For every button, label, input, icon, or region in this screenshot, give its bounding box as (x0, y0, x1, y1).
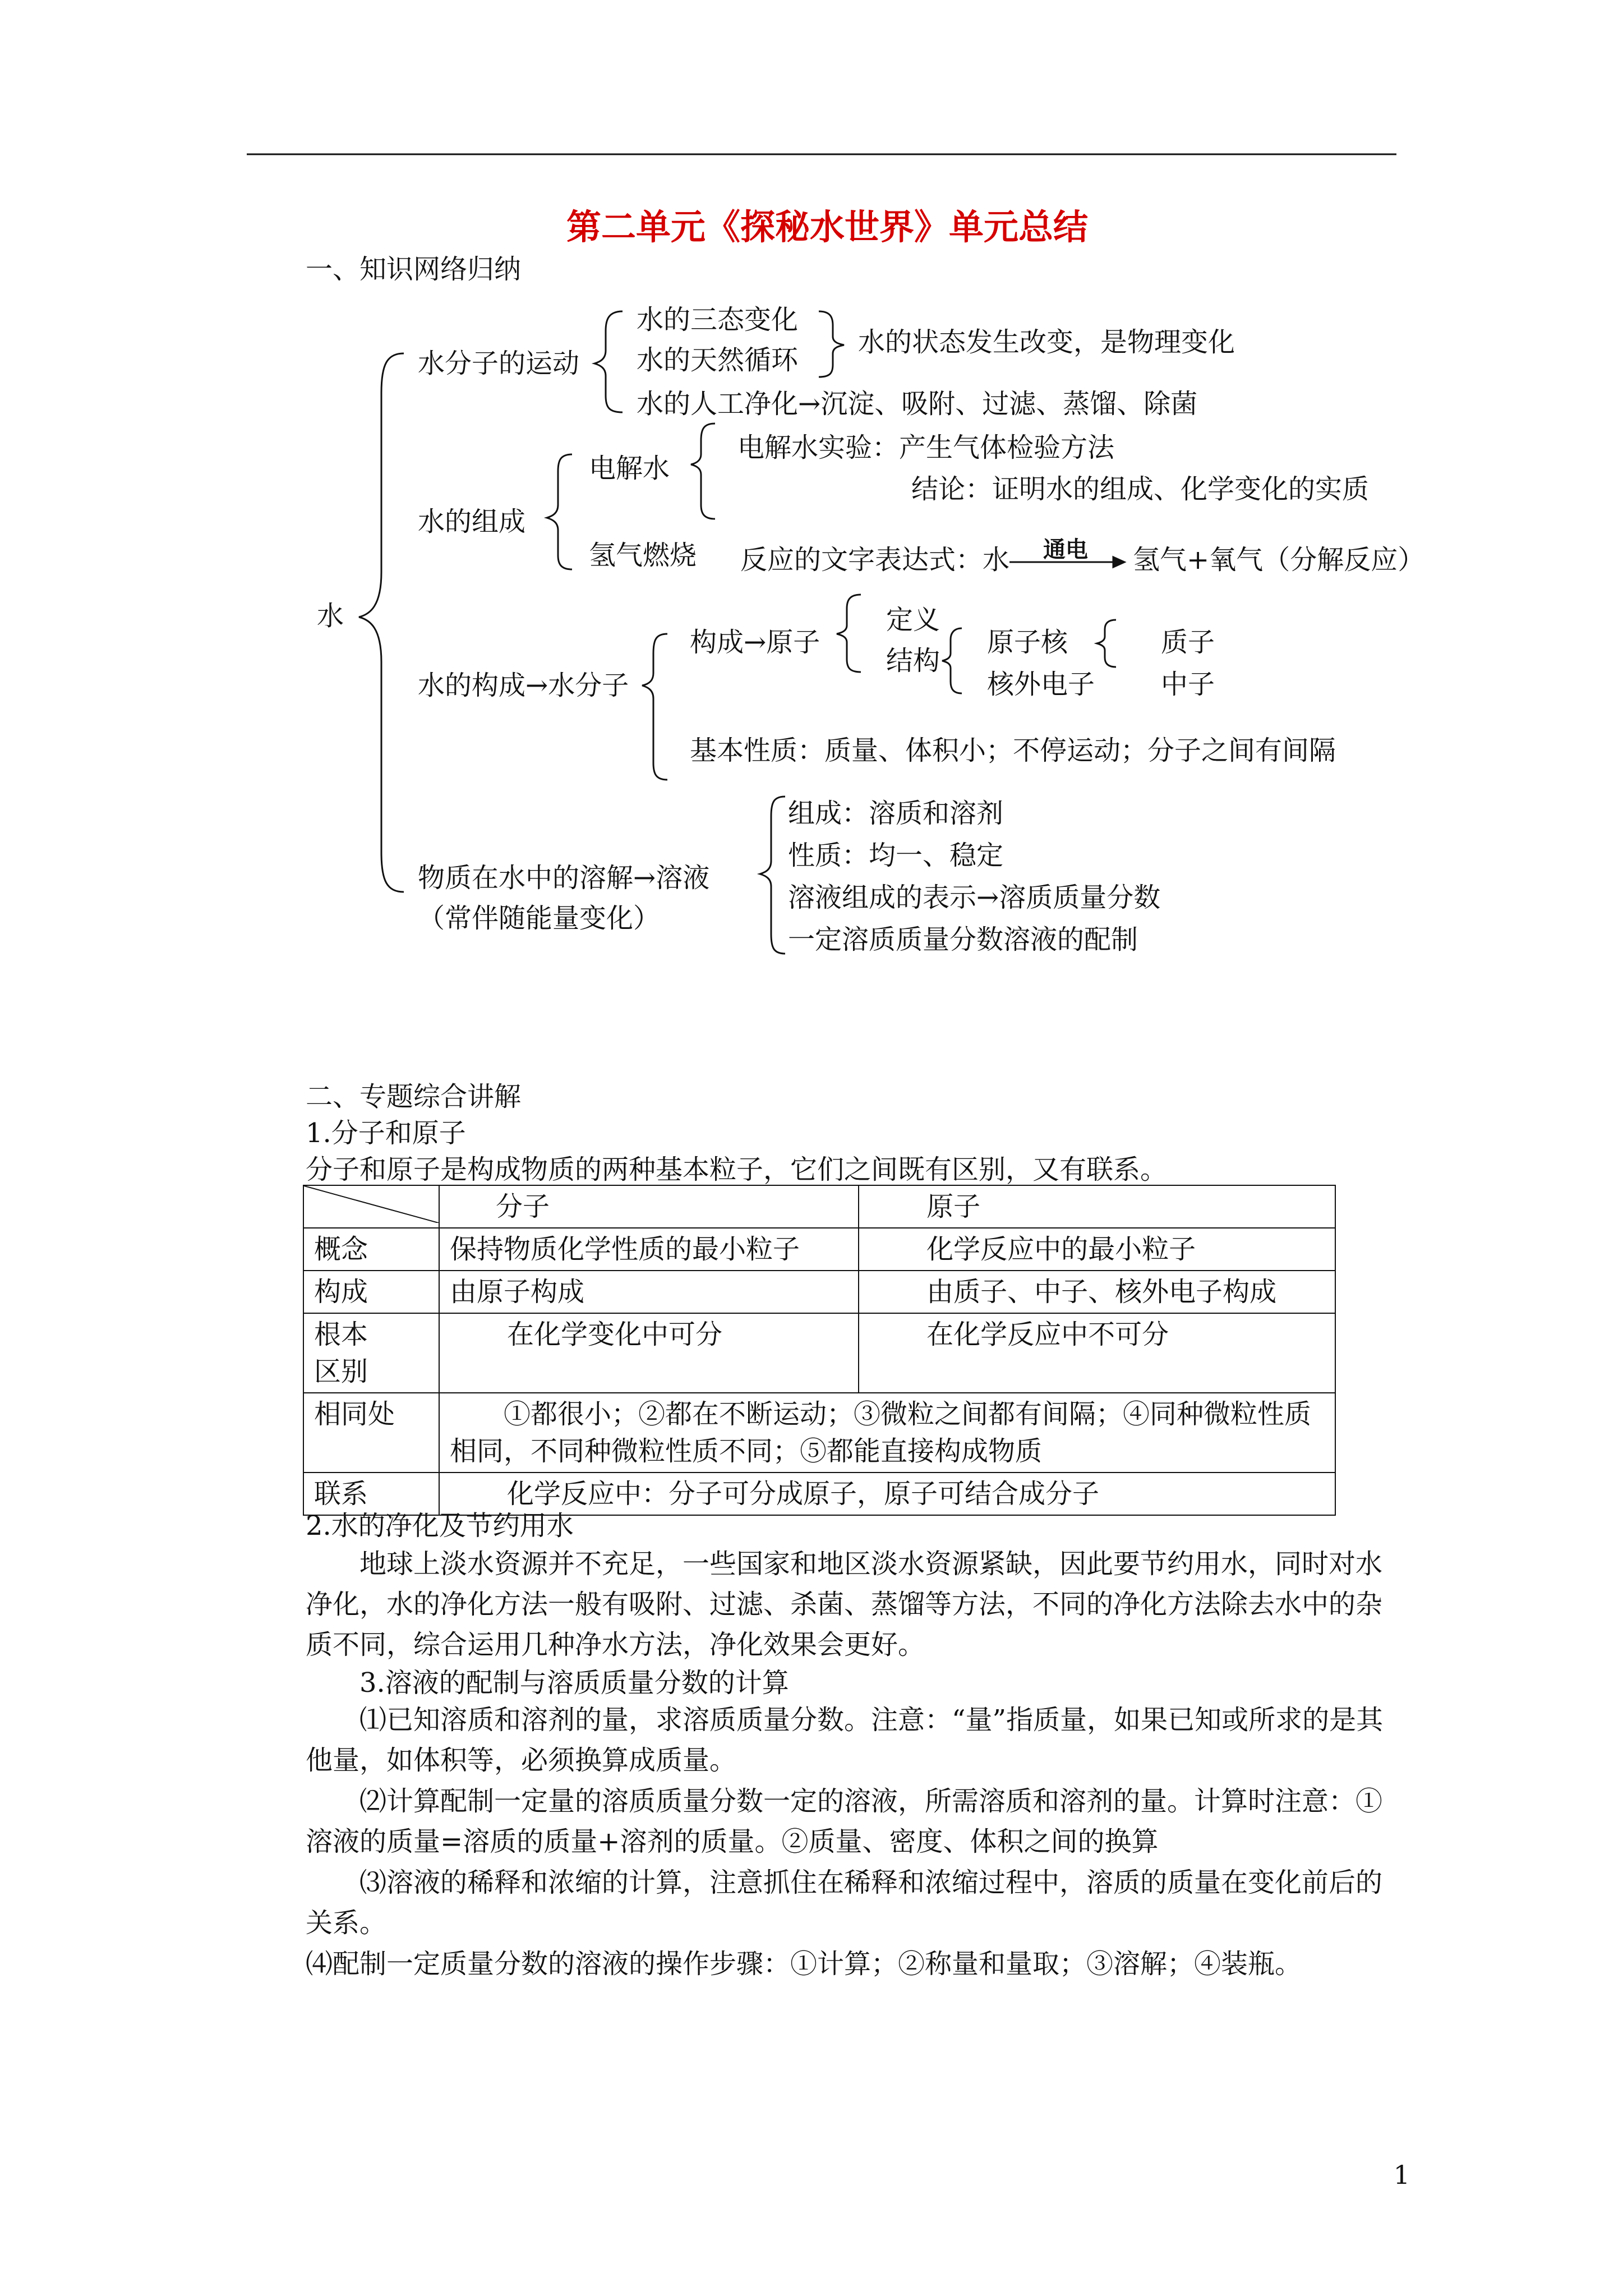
row-header-line2: 区别 (314, 1356, 368, 1387)
composition-conclusion: 结论：证明水的组成、化学变化的实质 (911, 473, 1370, 505)
atom-nucleus: 原子核 (987, 627, 1068, 658)
brace-motion (594, 311, 623, 412)
table-col-atom: 原子 (859, 1185, 1335, 1228)
topic3-item1: ⑴已知溶质和溶剂的量，求溶质质量分数。注意：“量”指质量，如果已知或所求的是其他量，如体积等，必须换算成质量。 (306, 1704, 1384, 1776)
brace-solution (760, 797, 785, 954)
solution-composition: 组成：溶质和溶剂 (788, 798, 1004, 829)
branch-solution-note: （常伴随能量变化） (418, 903, 661, 934)
reaction-condition: 通电 (1043, 536, 1088, 563)
cell-common: ①都很小；②都在不断运动；③微粒之间都有间隔；④同种微粒性质相同，不同种微粒性质不同；⑤都能直接构成物质 (439, 1393, 1335, 1473)
root-brace (359, 353, 404, 892)
table-row (303, 1393, 1335, 1473)
composition-burning: 氢气燃烧 (589, 540, 697, 571)
topic3-item4: ⑷配制一定质量分数的溶液的操作步骤：①计算；②称量和量取；③溶解；④装瓶。 (306, 1948, 1302, 1980)
table-row (303, 1313, 1335, 1393)
root-water: 水 (317, 600, 344, 632)
solution-property: 性质：均一、稳定 (788, 840, 1004, 871)
section1-heading: 一、知识网络归纳 (306, 254, 522, 285)
cell-atom: 在化学反应中不可分 (859, 1313, 1335, 1393)
topic1-title: 1.分子和原子 (306, 1117, 466, 1149)
diagonal-line (304, 1186, 439, 1223)
reaction-equation-right: 氢气+氧气（分解反应） (1133, 544, 1425, 576)
cell-atom: 由质子、中子、核外电子构成 (859, 1271, 1335, 1313)
topic3-title: 3.溶液的配制与溶质质量分数的计算 (359, 1667, 789, 1699)
topic3-item3: ⑶溶液的稀释和浓缩的计算，注意抓住在稀释和浓缩过程中，溶质的质量在变化前后的关系。 (306, 1867, 1383, 1939)
structure-atom: 构成→原子 (690, 627, 820, 658)
solution-preparation: 一定溶质质量分数溶液的配制 (788, 924, 1138, 955)
brace-nucleus (1097, 620, 1116, 667)
motion-cycle: 水的天然循环 (637, 344, 799, 376)
cell-molecule: 由原子构成 (439, 1271, 859, 1313)
page-number: 1 (1393, 2160, 1410, 2190)
atom-electron: 核外电子 (987, 669, 1095, 700)
topic3-item2: ⑵计算配制一定量的溶质质量分数一定的溶液，所需溶质和溶剂的量。计算时注意：①溶液的质量=溶质的质量+溶剂的质量。②质量、密度、体积之间的换算 (306, 1786, 1383, 1857)
atom-structure: 结构 (886, 645, 940, 677)
composition-experiment: 电解水实验：产生气体检验方法 (737, 432, 1115, 463)
solution-expression: 溶液组成的表示→溶质质量分数 (788, 882, 1161, 913)
branch-composition: 水的组成 (418, 506, 526, 537)
cell-molecule: 保持物质化学性质的最小粒子 (439, 1228, 859, 1271)
brace-molecule (642, 634, 667, 780)
section2-heading: 二、专题综合讲解 (306, 1081, 522, 1112)
topic2-paragraph: 地球上淡水资源并不充足，一些国家和地区淡水资源紧缺，因此要节约用水，同时对水净化，水的净化方法一般有吸附、过滤、杀菌、蒸馏等方法，不同的净化方法除去水中的杂质不同，综合运用几种净水方法，净化效果会更好。 (306, 1548, 1383, 1660)
table-col-molecule: 分子 (439, 1185, 859, 1228)
motion-states: 水的三态变化 (637, 304, 799, 335)
row-header: 构成 (303, 1271, 439, 1313)
motion-purification: 水的人工净化→沉淀、吸附、过滤、蒸馏、除菌 (637, 388, 1198, 420)
topic2-title: 2.水的净化及节约用水 (306, 1510, 574, 1542)
cell-atom: 化学反应中的最小粒子 (859, 1228, 1335, 1271)
nucleus-neutron: 中子 (1161, 669, 1215, 700)
table-header-row (303, 1185, 1335, 1228)
reaction-arrow-head (1113, 557, 1124, 567)
page-title: 第二单元《探秘水世界》单元总结 (566, 206, 1089, 247)
reaction-equation-left: 反应的文字表达式：水 (740, 544, 1010, 576)
cell-relation: 化学反应中：分子可分成原子，原子可结合成分子 (439, 1473, 1335, 1515)
topic1-intro: 分子和原子是构成物质的两种基本粒子，它们之间既有区别，又有联系。 (306, 1154, 1168, 1185)
molecule-atom-table (303, 1185, 1336, 1516)
row-header (303, 1313, 439, 1393)
row-header: 联系 (303, 1473, 439, 1515)
brace-electrolysis (691, 424, 715, 519)
cell-molecule: 在化学变化中可分 (439, 1313, 859, 1393)
brace-states (819, 311, 844, 377)
molecule-properties: 基本性质：质量、体积小；不停运动；分子之间有间隔 (690, 735, 1336, 766)
composition-electrolysis: 电解水 (589, 453, 670, 484)
brace-structure (942, 628, 962, 693)
brace-composition (547, 454, 572, 569)
nucleus-proton: 质子 (1161, 627, 1215, 658)
row-header: 相同处 (303, 1393, 439, 1473)
branch-solution: 物质在水中的溶解→溶液 (418, 862, 710, 894)
row-header-line1: 根本 (314, 1319, 368, 1350)
branch-structure: 水的构成→水分子 (418, 670, 629, 701)
branch-motion: 水分子的运动 (418, 348, 580, 379)
table-row (303, 1228, 1335, 1271)
table-corner-cell (303, 1185, 439, 1228)
brace-atom (837, 595, 861, 672)
table-row (303, 1271, 1335, 1313)
motion-note: 水的状态发生改变，是物理变化 (858, 326, 1235, 358)
row-header: 概念 (303, 1228, 439, 1271)
atom-definition: 定义 (886, 604, 940, 636)
